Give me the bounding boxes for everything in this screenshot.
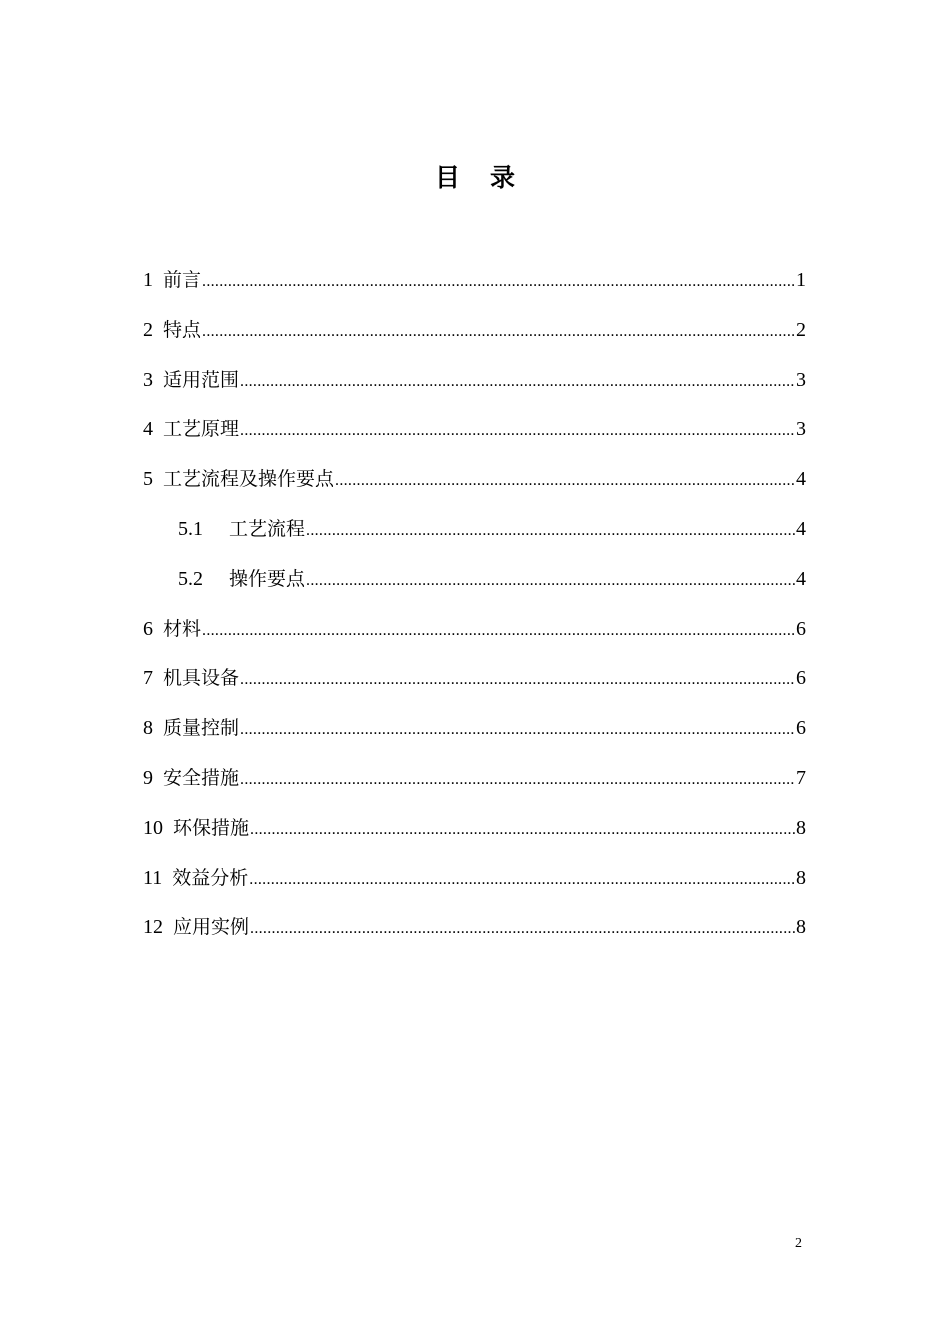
toc-title — [0, 160, 950, 196]
toc-entry-title: 质量控制 — [163, 717, 240, 740]
toc-entry-title: 机具设备 — [163, 667, 240, 690]
toc-title-char-1: 目 — [434, 163, 460, 192]
toc-entry-number: 9 — [143, 766, 153, 789]
toc-entry-11[interactable] — [143, 860, 806, 910]
toc-entry-number: 6 — [143, 617, 153, 640]
toc-entry-number: 7 — [143, 667, 153, 690]
toc-dot-leader — [240, 413, 795, 449]
toc-entry-page: 3 — [796, 418, 806, 441]
toc-entry-number: 2 — [143, 318, 153, 341]
toc-dot-leader — [250, 812, 795, 848]
toc-entry-number: 5 — [143, 468, 153, 491]
toc-entry-title: 工艺流程 — [229, 517, 306, 540]
toc-dot-leader — [306, 513, 795, 549]
toc-entry-10[interactable] — [143, 810, 806, 860]
toc-entry-title: 工艺流程及操作要点 — [163, 468, 335, 491]
toc-entry-number: 5.1 — [178, 517, 203, 540]
toc-dot-leader — [306, 563, 795, 599]
toc-entry-4[interactable] — [143, 411, 806, 461]
toc-entry-title: 工艺原理 — [163, 418, 240, 441]
toc-dot-leader — [249, 862, 795, 898]
page-number: 2 — [795, 1236, 802, 1251]
toc-entry-title: 环保措施 — [173, 816, 250, 839]
toc-entry-title: 材料 — [163, 617, 202, 640]
toc-dot-leader — [240, 712, 795, 748]
toc-dot-leader — [202, 314, 795, 350]
toc-entry-page: 7 — [796, 766, 806, 789]
toc-title-char-2: 录 — [490, 163, 516, 192]
toc-entry-7[interactable] — [143, 660, 806, 710]
toc-entry-page: 6 — [796, 717, 806, 740]
toc-entry-title: 效益分析 — [172, 866, 249, 889]
toc-entry-8[interactable] — [143, 710, 806, 760]
toc-dot-leader — [240, 762, 795, 798]
toc-entry-number: 10 — [143, 816, 163, 839]
toc-dot-leader — [202, 613, 795, 649]
toc-entry-page: 4 — [796, 567, 806, 590]
toc-entry-page: 1 — [796, 269, 806, 291]
toc-entry-number: 1 — [143, 269, 153, 291]
toc-entry-title: 应用实例 — [173, 916, 250, 939]
toc-entry-number: 12 — [143, 916, 163, 939]
toc-dot-leader — [250, 911, 795, 947]
toc-entry-page: 3 — [796, 368, 806, 391]
toc-entry-page: 8 — [796, 816, 806, 839]
toc-entry-title: 前言 — [163, 269, 202, 291]
toc-entry-page: 6 — [796, 667, 806, 690]
toc-entry-12[interactable] — [143, 909, 806, 959]
toc-entry-number: 3 — [143, 368, 153, 391]
toc-dot-leader — [240, 364, 795, 400]
toc-entry-3[interactable] — [143, 362, 806, 412]
toc-dot-leader — [335, 463, 795, 499]
toc-dot-leader — [202, 264, 795, 300]
toc-dot-leader — [240, 662, 795, 698]
toc-entry-title: 特点 — [163, 318, 202, 341]
toc-entry-page: 8 — [796, 916, 806, 939]
toc-entry-page: 4 — [796, 468, 806, 491]
toc-entry-page: 4 — [796, 517, 806, 540]
toc-entry-title: 安全措施 — [163, 766, 240, 789]
toc-entry-6[interactable] — [143, 611, 806, 661]
toc-entry-number: 11 — [143, 866, 163, 889]
toc-entry-number: 5.2 — [178, 567, 203, 590]
toc-entry-title: 适用范围 — [163, 368, 240, 391]
toc-entry-5[interactable] — [143, 461, 806, 511]
toc-entry-9[interactable] — [143, 760, 806, 810]
toc-entry-title: 操作要点 — [229, 567, 306, 590]
toc-entry-1[interactable] — [143, 262, 806, 312]
toc-entry-number: 4 — [143, 418, 153, 441]
toc-entry-5-2[interactable] — [143, 561, 806, 611]
toc-entry-2[interactable] — [143, 312, 806, 362]
toc-entry-number: 8 — [143, 717, 153, 740]
toc-entry-page: 2 — [796, 318, 806, 341]
toc-list — [143, 262, 806, 959]
toc-entry-page: 8 — [796, 866, 806, 889]
toc-entry-page: 6 — [796, 617, 806, 640]
toc-entry-5-1[interactable] — [143, 511, 806, 561]
